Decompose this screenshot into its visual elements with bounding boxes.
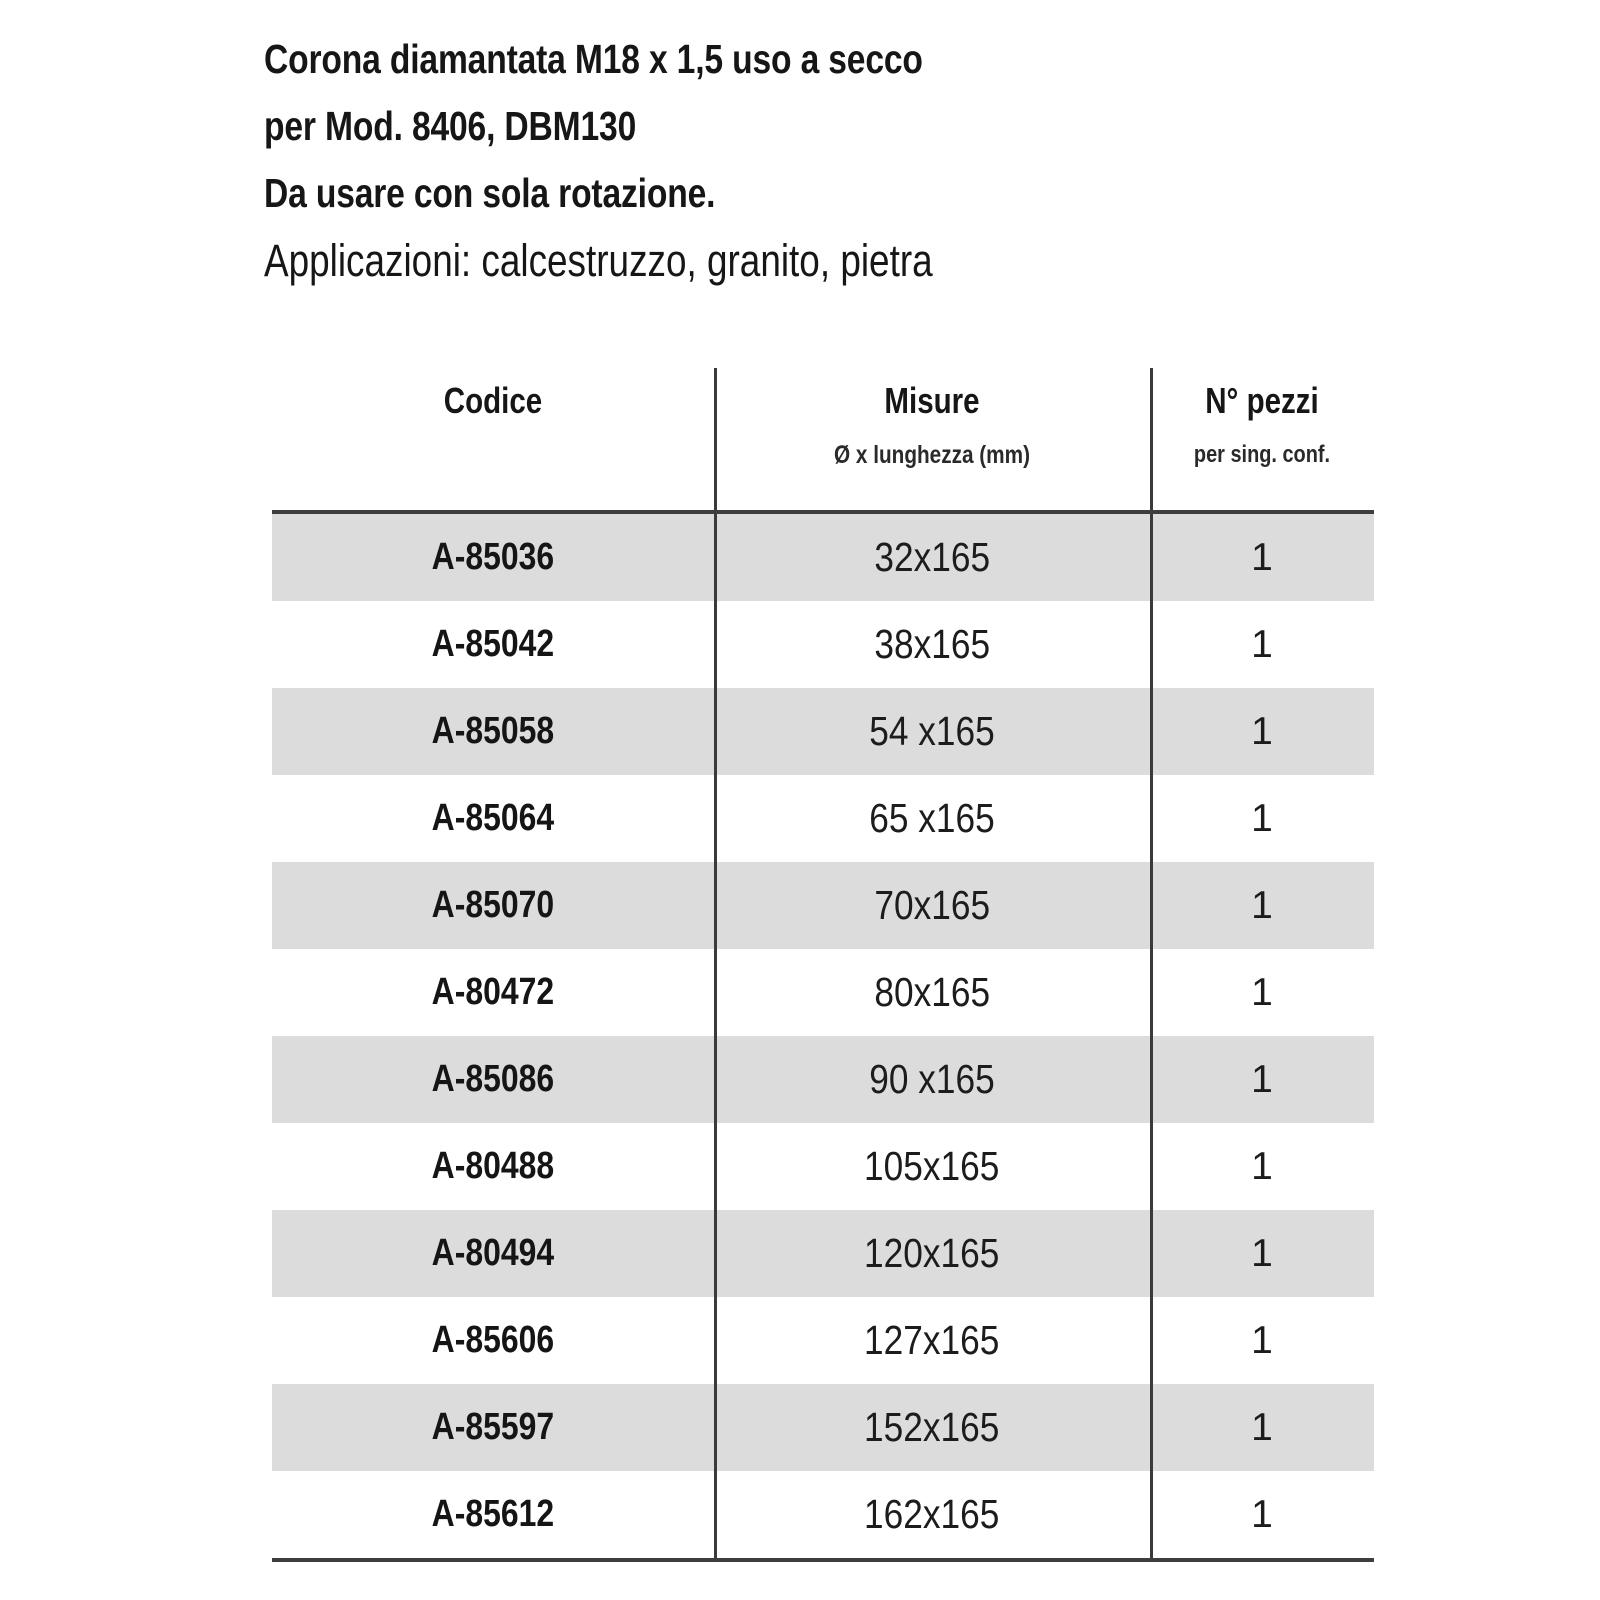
cell-codice (272, 601, 714, 688)
cell-pezzi: 1 (1251, 536, 1273, 579)
column-header-pezzi-subtitle: per sing. conf. (1193, 441, 1331, 468)
table-row (272, 1036, 1374, 1123)
cell-misure (714, 688, 1150, 775)
cell-misure (714, 1036, 1150, 1123)
cell-misure-text: 90 x165 (869, 1056, 995, 1102)
cell-misure-text: 152x165 (864, 1404, 1000, 1450)
table-body (272, 514, 1374, 1558)
cell-misure-text: 120x165 (864, 1230, 1000, 1276)
cell-codice-text: A-85612 (431, 1493, 555, 1535)
cell-codice-text: A-80472 (431, 971, 555, 1013)
heading-line-4: Applicazioni: calcestruzzo, granito, pietra (264, 235, 933, 286)
cell-misure (714, 1297, 1150, 1384)
table-row (272, 949, 1374, 1036)
cell-codice (272, 1210, 714, 1297)
table-row (272, 1297, 1374, 1384)
cell-misure (714, 1384, 1150, 1471)
column-header-misure-subtitle: Ø x lunghezza (mm) (833, 441, 1030, 469)
cell-misure (714, 862, 1150, 949)
cell-codice (272, 949, 714, 1036)
cell-codice (272, 1297, 714, 1384)
column-header-codice (272, 380, 714, 422)
product-variants-table (272, 362, 1374, 1537)
cell-codice (272, 514, 714, 601)
cell-pezzi: 1 (1251, 884, 1273, 927)
cell-codice-text: A-85070 (431, 884, 555, 926)
table-row (272, 1471, 1374, 1558)
column-header-misure-title: Misure (884, 380, 980, 421)
heading-line-2: per Mod. 8406, DBM130 (264, 103, 637, 149)
cell-codice-text: A-85597 (431, 1406, 555, 1448)
cell-codice (272, 1471, 714, 1558)
table-row (272, 775, 1374, 862)
cell-codice (272, 862, 714, 949)
table-row (272, 1384, 1374, 1471)
cell-codice-text: A-85086 (431, 1058, 555, 1100)
cell-misure-text: 70x165 (874, 882, 990, 928)
cell-pezzi: 1 (1251, 1406, 1273, 1449)
cell-codice (272, 688, 714, 775)
cell-codice-text: A-85036 (431, 536, 555, 578)
cell-pezzi: 1 (1251, 710, 1273, 753)
cell-misure-text: 162x165 (864, 1491, 1000, 1537)
body-column-divider-1 (714, 514, 717, 1558)
cell-misure-text: 80x165 (874, 969, 990, 1015)
product-heading (264, 26, 1464, 294)
cell-codice (272, 775, 714, 862)
cell-misure (714, 775, 1150, 862)
column-header-codice-title: Codice (443, 380, 543, 421)
cell-codice-text: A-80488 (431, 1145, 555, 1187)
table-row (272, 514, 1374, 601)
cell-codice-text: A-80494 (431, 1232, 555, 1274)
table-row (272, 1210, 1374, 1297)
cell-codice-text: A-85606 (431, 1319, 555, 1361)
cell-pezzi: 1 (1251, 1319, 1273, 1362)
cell-codice-text: A-85042 (431, 623, 555, 665)
table-row (272, 601, 1374, 688)
cell-codice-text: A-85064 (431, 797, 555, 839)
cell-pezzi: 1 (1251, 971, 1273, 1014)
cell-misure (714, 514, 1150, 601)
column-header-pezzi-title: N° pezzi (1205, 380, 1319, 421)
cell-pezzi: 1 (1251, 1145, 1273, 1188)
column-header-misure (714, 380, 1150, 470)
heading-line-1: Corona diamantata M18 x 1,5 uso a secco (264, 36, 923, 82)
cell-codice (272, 1384, 714, 1471)
table-row (272, 688, 1374, 775)
cell-misure-text: 54 x165 (869, 708, 995, 754)
table-row (272, 862, 1374, 949)
cell-pezzi: 1 (1251, 623, 1273, 666)
cell-misure (714, 1471, 1150, 1558)
table-header-row (272, 362, 1374, 512)
body-column-divider-2 (1150, 514, 1153, 1558)
cell-misure (714, 601, 1150, 688)
table-bottom-rule (272, 1558, 1374, 1562)
cell-misure-text: 105x165 (864, 1143, 1000, 1189)
cell-misure-text: 65 x165 (869, 795, 995, 841)
cell-pezzi: 1 (1251, 1493, 1273, 1536)
cell-misure (714, 1210, 1150, 1297)
cell-misure-text: 38x165 (874, 621, 990, 667)
cell-codice (272, 1123, 714, 1210)
cell-pezzi: 1 (1251, 1232, 1273, 1275)
heading-line-3: Da usare con sola rotazione. (264, 170, 716, 216)
cell-codice-text: A-85058 (431, 710, 555, 752)
cell-misure (714, 1123, 1150, 1210)
cell-misure-text: 32x165 (874, 534, 990, 580)
cell-pezzi: 1 (1251, 797, 1273, 840)
table-row (272, 1123, 1374, 1210)
cell-misure-text: 127x165 (864, 1317, 1000, 1363)
column-header-pezzi (1150, 380, 1374, 470)
cell-pezzi: 1 (1251, 1058, 1273, 1101)
cell-codice (272, 1036, 714, 1123)
cell-misure (714, 949, 1150, 1036)
